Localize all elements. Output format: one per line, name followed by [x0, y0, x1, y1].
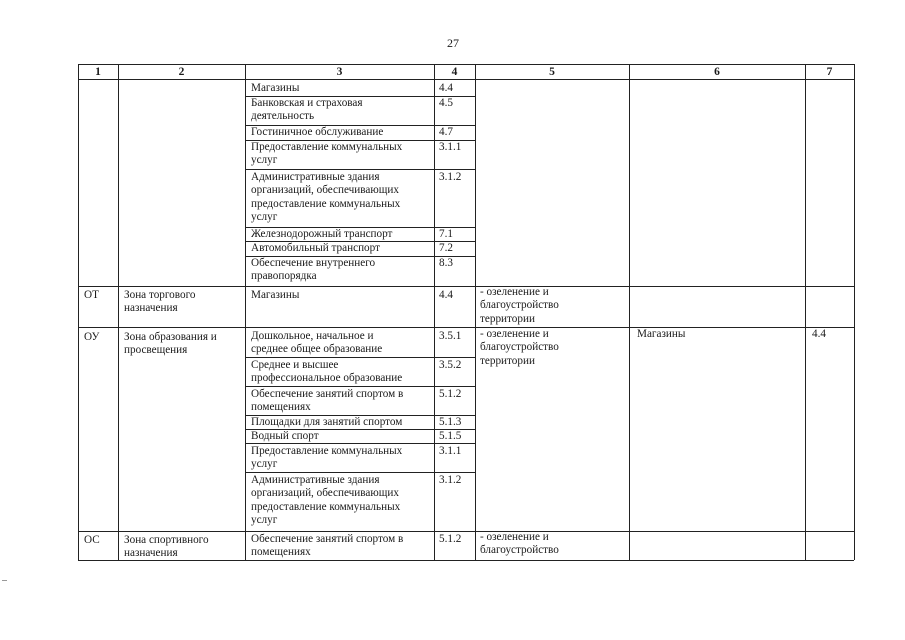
- ou-row-top: [78, 327, 854, 328]
- zone-code: ОУ: [84, 331, 100, 343]
- page-number: 27: [447, 36, 459, 50]
- sub-rule: [245, 472, 475, 473]
- use-label: Автомобильный транспорт: [251, 242, 380, 254]
- use-code: 4.4: [439, 82, 453, 94]
- scan-margin-mark: [2, 580, 7, 581]
- header-col-2: 2: [178, 66, 185, 78]
- use-label: Обеспечение занятий спортом в помещениях: [251, 533, 404, 559]
- use-code: 7.2: [439, 242, 453, 254]
- use-code: 4.5: [439, 97, 453, 109]
- sub-rule: [245, 169, 475, 170]
- table-top-border: [78, 64, 854, 65]
- use-code: 5.1.5: [439, 430, 462, 442]
- zone-code: ОТ: [84, 289, 99, 301]
- use-label: Административные здания организаций, обеспечивающих предоставление коммунальных услуг: [251, 171, 401, 224]
- use-label: Среднее и высшее профессиональное образование: [251, 359, 403, 385]
- zone-name: Зона спортивного назначения: [124, 534, 209, 560]
- use-code: 3.5.1: [439, 330, 462, 342]
- use-label: Дошкольное, начальное и среднее общее образование: [251, 330, 383, 356]
- use-label: Предоставление коммунальных услуг: [251, 141, 403, 167]
- header-col-1: 1: [95, 66, 101, 78]
- col-border: [475, 64, 476, 560]
- use-code: 5.1.2: [439, 388, 462, 400]
- header-col-3: 3: [336, 66, 343, 78]
- use-code: 5.1.2: [439, 533, 462, 545]
- use-label: Банковская и страховая деятельность: [251, 97, 363, 123]
- use-code: 3.1.2: [439, 474, 462, 486]
- col-border: [245, 64, 246, 560]
- header-col-6: 6: [714, 66, 720, 78]
- use-label: Обеспечение внутреннего правопорядка: [251, 257, 376, 283]
- zone-name: Зона торгового назначения: [124, 289, 196, 315]
- use-label: Предоставление коммунальных услуг: [251, 445, 403, 471]
- use-label: Водный спорт: [251, 430, 319, 442]
- use-label: Железнодорожный транспорт: [251, 228, 393, 240]
- use-label: Площадки для занятий спортом: [251, 416, 403, 428]
- conditional-use-code: 4.4: [812, 328, 826, 340]
- col-border: [78, 64, 79, 560]
- col-border: [854, 64, 855, 560]
- use-label: Административные здания организаций, обеспечивающих предоставление коммунальных услуг: [251, 474, 401, 527]
- header-col-5: 5: [549, 66, 555, 78]
- col-border: [629, 64, 630, 560]
- use-code: 8.3: [439, 257, 453, 269]
- header-col-4: 4: [451, 66, 458, 78]
- zone-code: ОС: [84, 534, 100, 546]
- auxiliary-use: - озеленение и благоустройство территории: [480, 286, 559, 325]
- header-col-7: 7: [826, 66, 833, 78]
- sub-rule: [245, 386, 475, 387]
- use-label: Магазины: [251, 82, 300, 94]
- os-row-top: [78, 531, 854, 532]
- use-label: Гостиничное обслуживание: [251, 126, 384, 138]
- col-border: [118, 64, 119, 560]
- auxiliary-use: - озеленение и благоустройство территории: [480, 328, 559, 367]
- use-code: 3.5.2: [439, 359, 462, 371]
- zone-name: Зона образования и просвещения: [124, 331, 217, 357]
- conditional-use: Магазины: [637, 328, 686, 340]
- use-label: Магазины: [251, 289, 300, 301]
- ot-row-top: [78, 286, 854, 287]
- col-border: [805, 64, 806, 560]
- use-code: 3.1.2: [439, 171, 462, 183]
- use-code: 3.1.1: [439, 141, 462, 153]
- use-code: 4.4: [439, 289, 453, 301]
- use-code: 3.1.1: [439, 445, 462, 457]
- use-label: Обеспечение занятий спортом в помещениях: [251, 388, 404, 414]
- sub-rule: [245, 357, 475, 358]
- use-code: 5.1.3: [439, 416, 462, 428]
- use-code: 4.7: [439, 126, 453, 138]
- use-code: 7.1: [439, 228, 453, 240]
- auxiliary-use: - озеленение и благоустройство: [480, 531, 559, 557]
- col-border: [434, 64, 435, 560]
